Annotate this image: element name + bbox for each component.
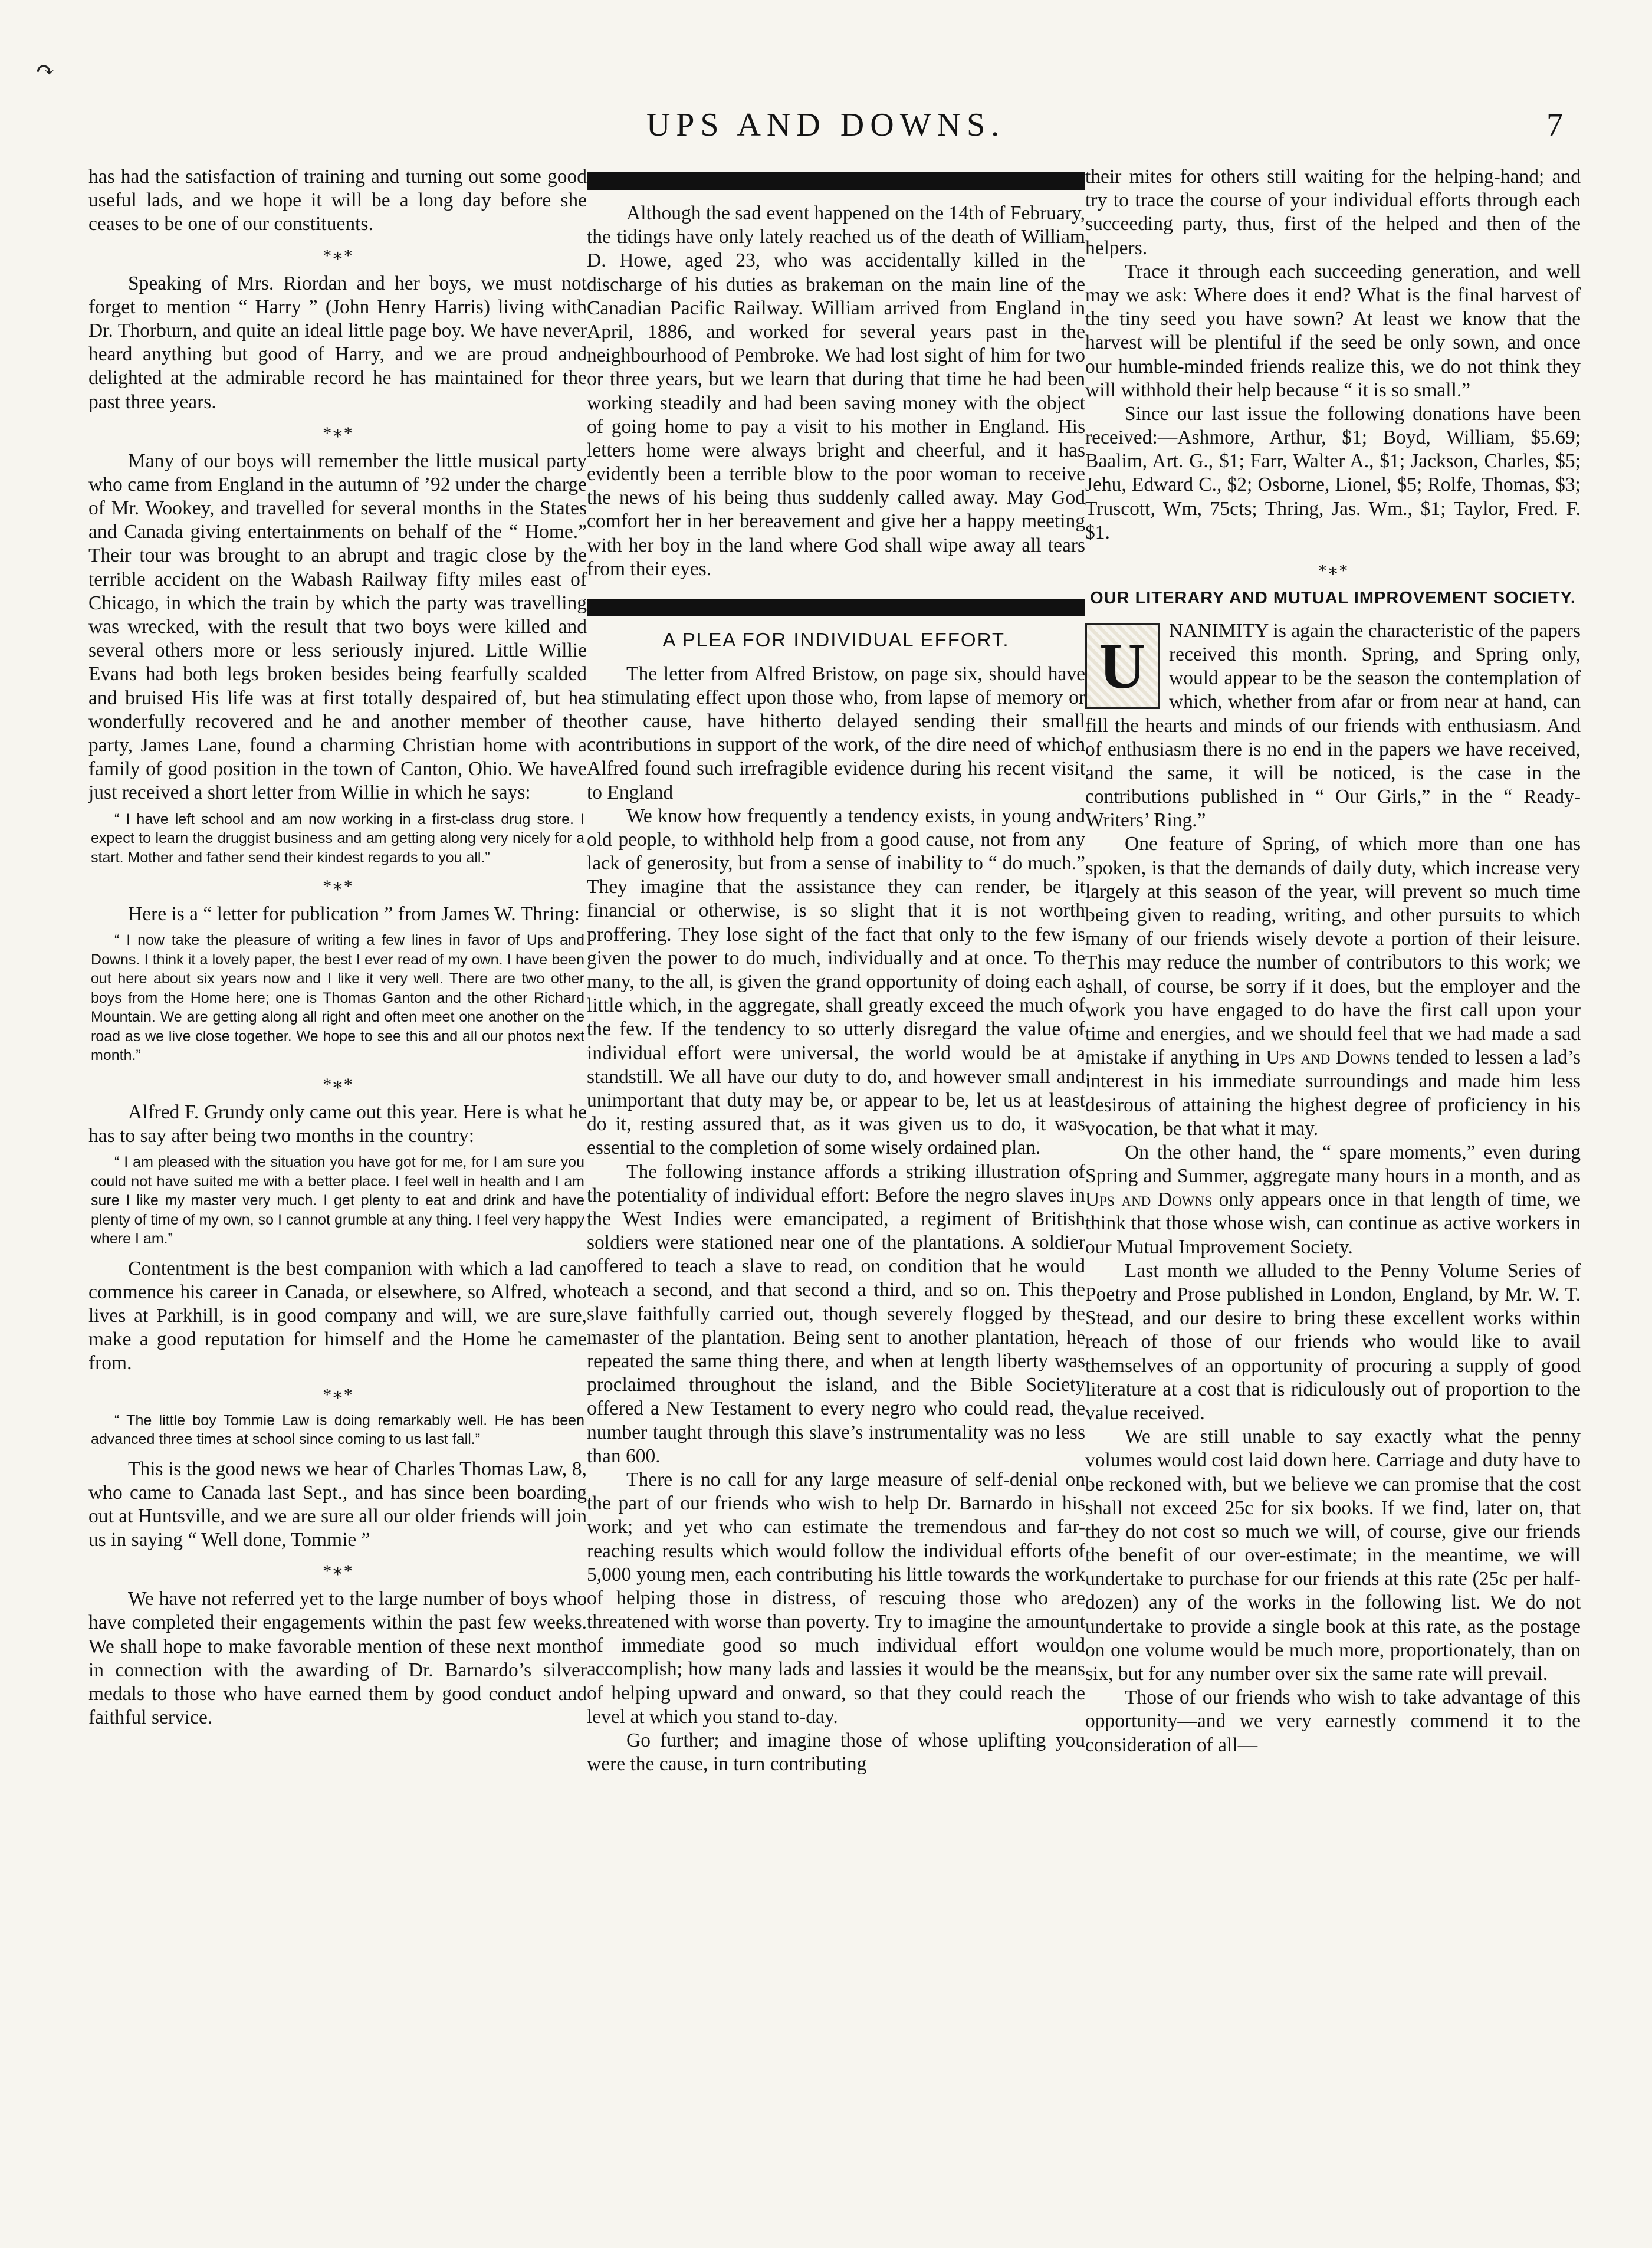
paragraph: Last month we alluded to the Penny Volume Series of Poetry and Prose published in London, England, by Mr. W. T. Stead, and our desire to bring these excellent works within reach of those of our friends who would like to avail themselves of an opportunity of procuring a supply of good literature at a cost that is ridiculously out of proportion to the value received. [1085,1259,1581,1424]
paragraph: Those of our friends who wish to take advantage of this opportunity—and we very earnestly commend it to the consideration of all— [1085,1686,1581,1756]
section-separator: *∗* [1318,561,1348,580]
column-middle [587,165,1085,1776]
paragraph: We are still unable to say exactly what the penny volumes would cost laid down here. Carriage and duty have to be reckoned with, but we believe we can promise that the cost shall not exceed 25c for six books. If we find, later on, that they do not cost so much we will, of course, give our friends the benefit of our over-estimate; in the meantime, we will undertake to purchase for our friends at this rate (25c per half-dozen) any of the works in the following list. We do not undertake to provide a single book at this rate, as the postage on one volume would be much more, proportionately, than on six, but for any number over six the same rate will prevail. [1085,1426,1581,1685]
paragraph-text: NANIMITY is again the characteristic of the papers received this month. Spring, and Spring only, would appear to be the season the contemplation of which, whether from afar or from near at hand, can fill the hearts and minds of our friends with enthusiasm. And of enthusiasm there is no end in the papers we have received, and the same, it will be noticed, is the case in the contributions published in “ Our Girls,” in the “ Ready-Writers’ Ring.” [1085,619,1581,832]
letter-quote: “ I have left school and am now working in a first-class drug store. I expect to learn the druggist business and am getting along very nicely for a start. Mother and father send their kindest regards to you all.” [91,810,584,866]
paragraph: Here is a “ letter for publication ” from James W. Thring: [128,903,580,925]
paragraph: The letter from Alfred Bristow, on page six, should have a stimulating effect upon those who, from lapse of memory or other cause, have hitherto delayed sending their small contributions in support of the work, of the dire need of which Alfred found such irrefragible evidence during his recent visit to England [587,662,1085,803]
section-separator: *∗* [323,1074,353,1094]
paragraph: Go further; and imagine those of whose uplifting you were the cause, in turn contributing [587,1730,1085,1776]
paragraph-text: only appears once in that length of time, we think that those whose wish, can continue as active workers in our Mutual Improvement Society. [1085,1189,1581,1258]
section-separator: *∗* [323,1561,353,1581]
drop-cap-letter: U [1085,623,1160,709]
column-right [1085,165,1581,1757]
margin-mark: ↷ [35,57,55,83]
letter-quote: “ I am pleased with the situation you have got for me, for I am sure you could not have suited me with a better place. I feel well in health and I am sure I like my master very much. I get plenty to eat and drink and have plenty of time of my own, so I cannot grumble at any thing. I feel very happy where I am.” [91,1154,584,1248]
paragraph: Trace it through each succeeding generation, and well may we ask: Where does it end? What is the final harvest of the tiny seed you have sown? At least we know that the harvest will be plentiful if the seed be only sown, and once our humble-minded friends realize this, we do not think they will withhold their help because “ it is so small.” [1085,260,1581,401]
paragraph: their mites for others still waiting for the helping-hand; and try to trace the course of your individual efforts through each succeeding party, thus, first of the helped and then of the helpers. [1085,166,1581,259]
section-separator: *∗* [323,1384,353,1404]
paragraph: We know how frequently a tendency exists, in young and old people, to withhold help from a good cause, not from any lack of generosity, but from a sense of inability to “ do much.” They imagine that the assistance they can render, be it financial or otherwise, is so slight that it is not worth proffering. They lose sight of the fact that only to the few is given the power to do much, individually and at once. To the many, to the all, is given the grand opportunity of doing each a little which, in the aggregate, shall greatly exceed the much of the few. If the tendency to so utterly disregard the value of individual effort were universal, the world would be at a standstill. We all have our duty to do, and however small and unimportant that duty may be, or appear to be, let us at least do it, resting assured that, as it was given us to do, it was essential to the completion of some wisely ordained plan. [587,805,1085,1159]
paragraph: Contentment is the best companion with which a lad can commence his career in Canada, or elsewhere, so Alfred, who lives at Parkhill, is in good company and will, we are sure, make a good reputation for himself and the Home he came from. [88,1257,587,1374]
section-separator: *∗* [323,423,353,443]
publication-name: Ups and Downs [1085,1189,1212,1211]
section-separator: *∗* [323,877,353,896]
letter-quote: “ The little boy Tommie Law is doing remarkably well. He has been advanced three times at school since coming to us last fall.” [91,1412,584,1448]
page-title: UPS AND DOWNS. [646,107,1006,143]
paragraph-text: tended to lessen a lad’s interest in his immediate surroundings and made him less desirous of attaining the highest degree of proficiency in his vocation, be that what it may. [1085,1046,1581,1140]
paragraph [1085,1141,1581,1259]
column-left [88,165,587,1730]
black-rule [587,599,1085,616]
paragraph: There is no call for any large measure of self-denial on the part of our friends who wish to help Dr. Barnardo in his work; and yet who can estimate the tremendous and far-reaching results which would follow the individual efforts of 5,000 young men, each contributing his little towards the work of helping those in distress, of rescuing those who are threatened with worse than poverty. Try to imagine the amount of immediate good so much individual effort would accomplish; how many lads and lassies it would be the means of helping upward and onward, so that they could reach the level at which you stand to-day. [587,1468,1085,1728]
page-header [88,88,1563,153]
publication-name: Ups and Downs [1266,1046,1390,1069]
article-heading: OUR LITERARY AND MUTUAL IMPROVEMENT SOCIETY. [1090,589,1576,608]
article-heading: A PLEA FOR INDIVIDUAL EFFORT. [662,629,1010,651]
paragraph: Speaking of Mrs. Riordan and her boys, we must not forget to mention “ Harry ” (John Henry Harris) living with Dr. Thorburn, and quite an ideal little page boy. We have never heard anything but good of Harry, and we are proud and delighted at the admirable record he has maintained for the past three years. [88,272,587,413]
paragraph: Many of our boys will remember the little musical party who came from England in the autumn of ’92 under the charge of Mr. Wookey, and travelled for several months in the States and Canada giving entertainments on behalf of the “ Home.” Their tour was brought to an abrupt and tragic close by the terrible accident on the Wabash Railway fifty miles east of Chicago, in which the train by which the party was travelling was wrecked, with the result that two boys were killed and several others more or less seriously injured. Little Willie Evans had both legs broken besides being fearfully scalded and bruised His life was at first totally despaired of, but he wonderfully recovered and he and another member of the party, James Lane, found a charming Christian home with a family of good position in the town of Canton, Ohio. We have just received a short letter from Willie in which he says: [88,449,587,804]
paragraph: This is the good news we hear of Charles Thomas Law, 8, who came to Canada last Sept., and has since been boarding out at Huntsville, and we are sure all our older friends will join us in saying “ Well done, Tommie ” [88,1458,587,1551]
paragraph-text: One feature of Spring, of which more than one has spoken, is that the demands of daily duty, which increase very largely at this season of the year, will prevent so much time being given to reading, writing, and other pursuits to which many of our friends wisely devote a portion of their leisure. This may reduce the number of contributors to this work; we shall, of course, be sorry if it does, but the employer and the work you have engaged to do have the first call upon your time and energies, and we should feel that we had made a sad mistake if anything in [1085,833,1581,1069]
page-number: 7 [1546,107,1563,143]
section-separator: *∗* [323,245,353,265]
paragraph: We have not referred yet to the large number of boys who have completed their engagements within the past few weeks. We shall hope to make favorable mention of these next month in connection with the awarding of Dr. Barnardo’s silver medals to those who have earned them by good conduct and faithful service. [88,1588,587,1729]
paragraph: Since our last issue the following donations have been received:—Ashmore, Arthur, $1; Boyd, William, $5.69; Baalim, Art. G., $1; Farr, Walter A., $1; Jackson, Charles, $5; Jehu, Edward C., $2; Osborne, Lionel, $5; Rolfe, Thomas, $3; Truscott, Wm, 75cts; Thring, Jas. Wm., $1; Taylor, Fred. F. $1. [1085,402,1581,543]
letter-quote: “ I now take the pleasure of writing a few lines in favor of Ups and Downs. I think it a lovely paper, the best I ever read of my own. I have been out here about six years now and I like it very well. There are two other boys from the Home here; one is Thomas Ganton and the other Richard Mountain. We are getting along all right and often meet one another on the road as we live close together. We hope to see this and all our photos next month.” [91,932,584,1064]
paragraph: Alfred F. Grundy only came out this year. Here is what he has to say after being two months in the country: [88,1101,587,1147]
paragraph: The following instance affords a striking illustration of the potentiality of individual effort: Before the negro slaves in the West Indies were emancipated, a regiment of British soldiers were stationed near one of the plantations. A soldier offered to teach a slave to read, on condition that he would teach a second, and that second a third, and so on. This the slave faithfully carried out, though severely flogged by the master of the plantation. Being sent to another plantation, he repeated the same thing there, and when at length liberty was proclaimed throughout the island, and the Bible Society offered a New Testament to every negro who could read, the number taught through this slave’s instrumentality was no less than 600. [587,1160,1085,1467]
paragraph [1085,832,1581,1140]
black-rule [587,172,1085,190]
paragraph: Although the sad event happened on the 14th of February, the tidings have only lately reached us of the death of William D. Howe, aged 23, who was accidentally killed in the discharge of his duties as brakeman on the main line of the Canadian Pacific Railway. William arrived from England in April, 1886, and worked for several years past in the neighbourhood of Pembroke. We had lost sight of him for two or three years, but we learn that during that time he had been working steadily and had been saving money with the object of going home to pay a visit to his mother in England. His letters home were always bright and cheerful, and it has evidently been a terrible blow to the poor woman to receive the news of his being thus suddenly called away. May God comfort her in her bereavement and give her a happy meeting with her boy in the land where God shall wipe away all tears from their eyes. [587,202,1085,580]
paragraph-drop-cap [1085,619,1581,833]
paragraph: has had the satisfaction of training and turning out some good useful lads, and we hope it will be a long day before she ceases to be one of our constituents. [88,166,587,235]
paragraph-text: On the other hand, the “ spare moments,” even during Spring and Summer, aggregate many hours in a month, and as [1085,1141,1581,1187]
